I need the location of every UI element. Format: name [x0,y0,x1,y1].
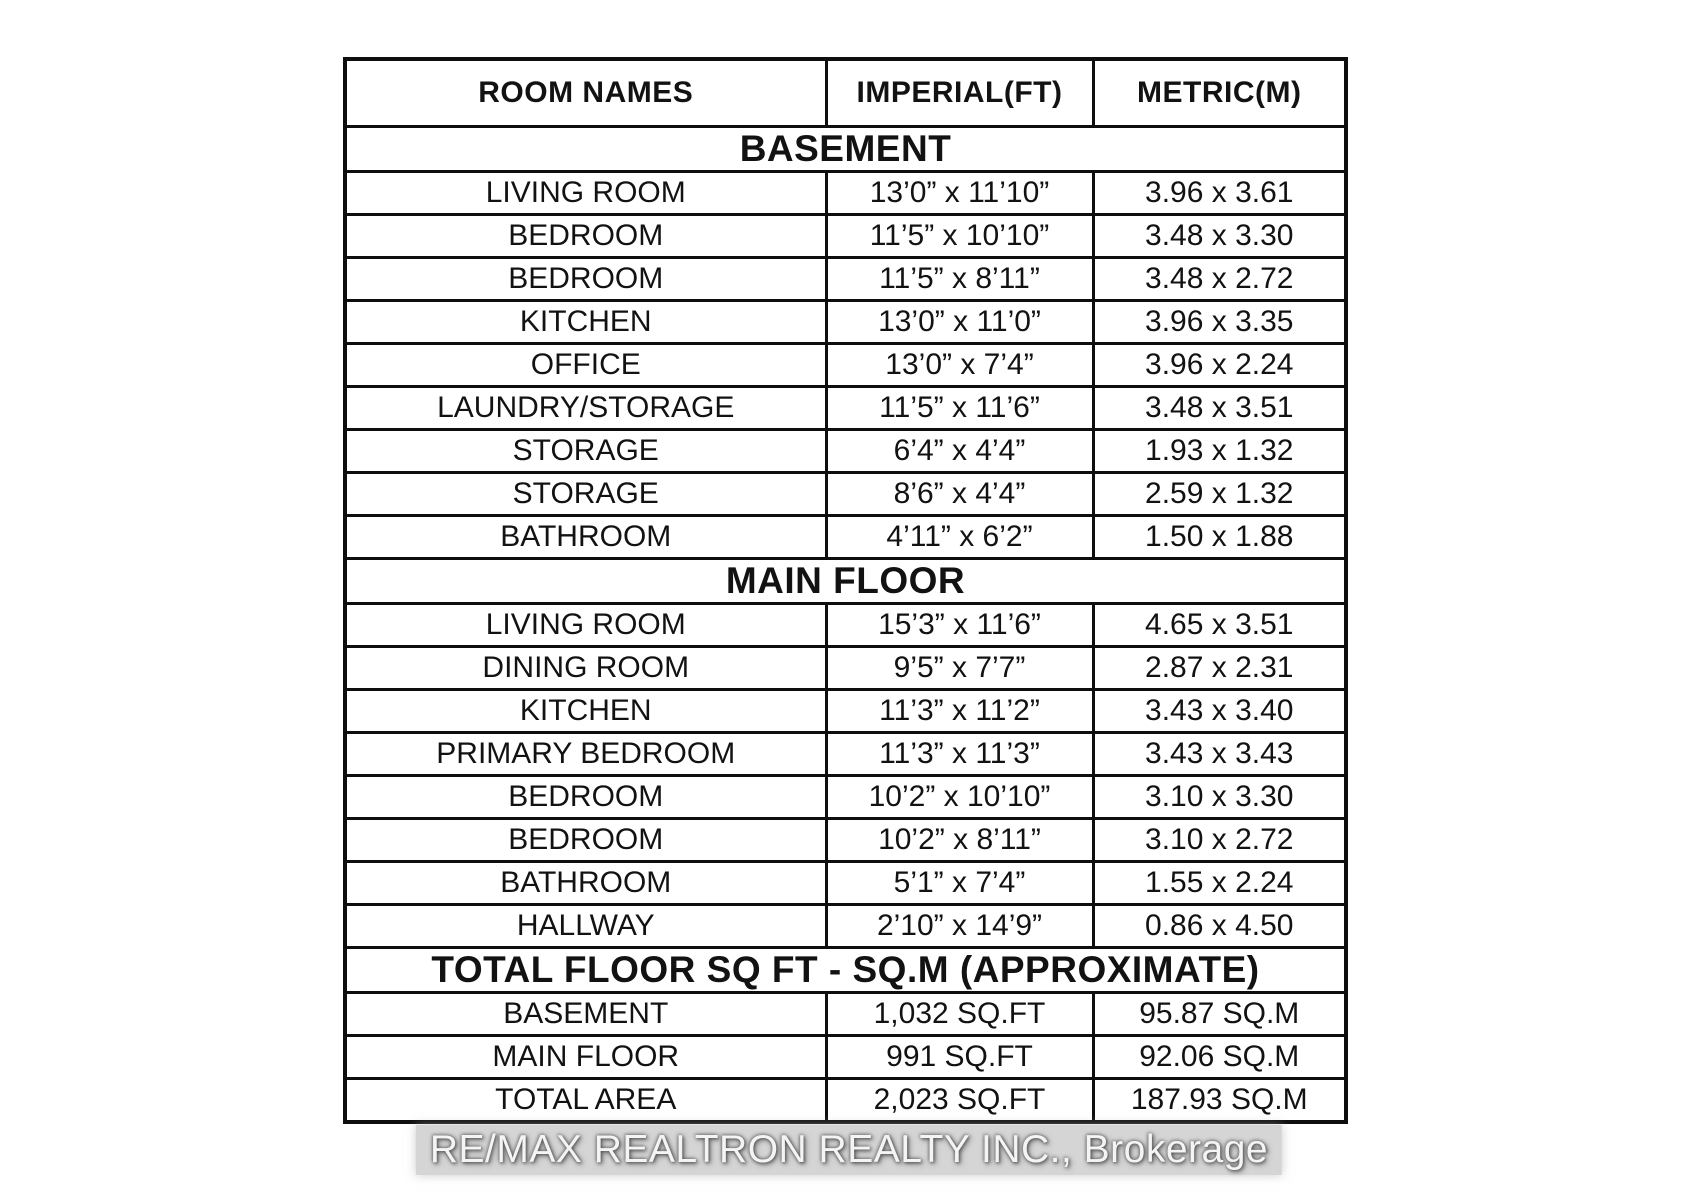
table-row [345,905,1346,948]
table-row [345,690,1346,733]
name-cell: BATHROOM [345,516,826,559]
table-row [345,258,1346,301]
imperial-cell: 6’4” x 4’4” [826,430,1093,473]
imperial-cell: 13’0” x 11’0” [826,301,1093,344]
name-cell: DINING ROOM [345,647,826,690]
table-row [345,1036,1346,1079]
name-cell: OFFICE [345,344,826,387]
imperial-cell: 2’10” x 14’9” [826,905,1093,948]
table-row [345,1079,1346,1123]
metric-cell: 3.96 x 3.61 [1093,172,1346,215]
section-title: MAIN FLOOR [345,559,1346,604]
name-cell: BEDROOM [345,215,826,258]
table-row [345,776,1346,819]
section-title: BASEMENT [345,127,1346,172]
table-row [345,215,1346,258]
table-body [345,127,1346,1123]
metric-cell: 187.93 SQ.M [1093,1079,1346,1123]
section-header-row [345,127,1346,172]
imperial-cell: 13’0” x 7’4” [826,344,1093,387]
metric-cell: 3.48 x 2.72 [1093,258,1346,301]
section-header-row [345,559,1346,604]
name-cell: BEDROOM [345,819,826,862]
metric-cell: 2.87 x 2.31 [1093,647,1346,690]
metric-cell: 3.96 x 3.35 [1093,301,1346,344]
table-header [345,59,1346,127]
table-row [345,647,1346,690]
table-row [345,516,1346,559]
metric-cell: 3.48 x 3.51 [1093,387,1346,430]
table-row [345,819,1346,862]
imperial-cell: 10’2” x 10’10” [826,776,1093,819]
metric-cell: 92.06 SQ.M [1093,1036,1346,1079]
table-row [345,344,1346,387]
table-row [345,604,1346,647]
name-cell: BEDROOM [345,258,826,301]
metric-cell: 3.48 x 3.30 [1093,215,1346,258]
imperial-cell: 11’5” x 10’10” [826,215,1093,258]
imperial-cell: 15’3” x 11’6” [826,604,1093,647]
imperial-cell: 10’2” x 8’11” [826,819,1093,862]
name-cell: STORAGE [345,473,826,516]
name-cell: LIVING ROOM [345,604,826,647]
brokerage-watermark: RE/MAX REALTRON REALTY INC., Brokerage [416,1125,1282,1175]
name-cell: MAIN FLOOR [345,1036,826,1079]
name-cell: BATHROOM [345,862,826,905]
metric-cell: 4.65 x 3.51 [1093,604,1346,647]
name-cell: HALLWAY [345,905,826,948]
imperial-cell: 11’3” x 11’3” [826,733,1093,776]
imperial-cell: 991 SQ.FT [826,1036,1093,1079]
imperial-cell: 2,023 SQ.FT [826,1079,1093,1123]
table-row [345,862,1346,905]
metric-cell: 3.43 x 3.43 [1093,733,1346,776]
table-row [345,172,1346,215]
metric-cell: 3.43 x 3.40 [1093,690,1346,733]
name-cell: PRIMARY BEDROOM [345,733,826,776]
metric-cell: 1.55 x 2.24 [1093,862,1346,905]
imperial-cell: 11’3” x 11’2” [826,690,1093,733]
metric-cell: 3.10 x 3.30 [1093,776,1346,819]
name-cell: KITCHEN [345,690,826,733]
imperial-cell: 1,032 SQ.FT [826,993,1093,1036]
imperial-cell: 4’11” x 6’2” [826,516,1093,559]
column-header-name: ROOM NAMES [345,59,826,127]
imperial-cell: 11’5” x 11’6” [826,387,1093,430]
table-row [345,733,1346,776]
metric-cell: 3.10 x 2.72 [1093,819,1346,862]
metric-cell: 1.93 x 1.32 [1093,430,1346,473]
section-header-row [345,948,1346,993]
column-header-imperial: IMPERIAL(FT) [826,59,1093,127]
metric-cell: 1.50 x 1.88 [1093,516,1346,559]
name-cell: BEDROOM [345,776,826,819]
table-row [345,430,1346,473]
imperial-cell: 5’1” x 7’4” [826,862,1093,905]
imperial-cell: 8’6” x 4’4” [826,473,1093,516]
imperial-cell: 13’0” x 11’10” [826,172,1093,215]
table-row [345,473,1346,516]
name-cell: LAUNDRY/STORAGE [345,387,826,430]
name-cell: BASEMENT [345,993,826,1036]
metric-cell: 3.96 x 2.24 [1093,344,1346,387]
table-row [345,387,1346,430]
column-header-metric: METRIC(M) [1093,59,1346,127]
metric-cell: 0.86 x 4.50 [1093,905,1346,948]
name-cell: TOTAL AREA [345,1079,826,1123]
name-cell: STORAGE [345,430,826,473]
name-cell: LIVING ROOM [345,172,826,215]
table-row [345,301,1346,344]
imperial-cell: 9’5” x 7’7” [826,647,1093,690]
metric-cell: 95.87 SQ.M [1093,993,1346,1036]
section-title: TOTAL FLOOR SQ FT - SQ.M (APPROXIMATE) [345,948,1346,993]
table-row [345,993,1346,1036]
metric-cell: 2.59 x 1.32 [1093,473,1346,516]
room-measurements-table [343,57,1348,1124]
name-cell: KITCHEN [345,301,826,344]
imperial-cell: 11’5” x 8’11” [826,258,1093,301]
column-header-row [345,59,1346,127]
